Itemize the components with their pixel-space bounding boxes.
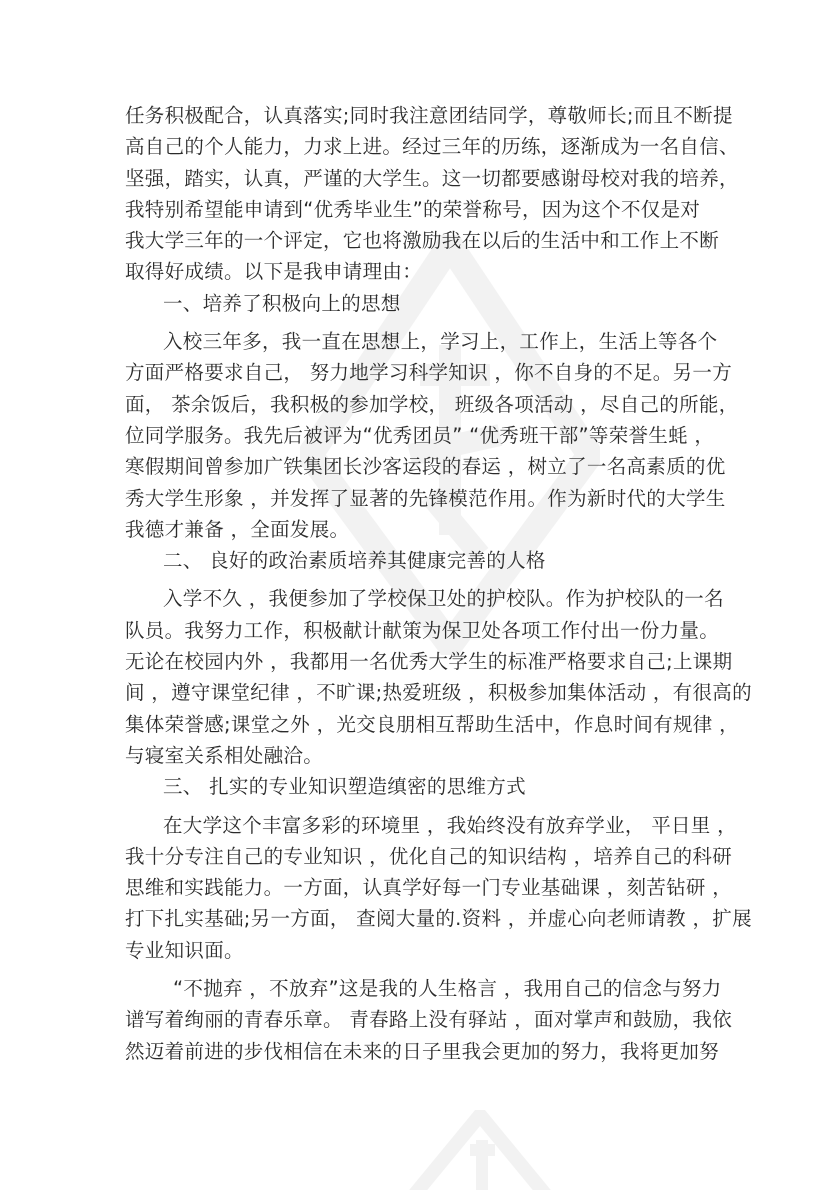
text-line: 我大学三年的一个评定，它也将激励我在以后的生活中和工作上不断 [125, 229, 720, 253]
paragraph-section-2 [125, 583, 752, 771]
text-line: 集体荣誉感;课堂之外 ，光交良朋相互帮助生活中，作息时间有规律 ， [125, 712, 739, 736]
text-line: 面， 茶余饭后，我积极的参加学校， 班级各项活动 ，尽自己的所能， [125, 392, 739, 416]
text-line: 取得好成绩。以下是我申请理由： [125, 260, 423, 284]
text-line: 任务积极配合，认真落实;同时我注意团结同学，尊敬师长;而且不断提 [125, 104, 733, 127]
text-line: 入校三年多，我一直在思想上，学习上，工作上，生活上等各个 [163, 330, 718, 354]
section-heading-3: 三、 扎实的专业知识塑造缜密的思维方式 [163, 775, 526, 799]
document-body [125, 100, 752, 1067]
paragraph-intro [125, 100, 739, 288]
section-heading-2: 二、 良好的政治素质培养其健康完善的人格 [163, 549, 546, 573]
section-heading-1: 一、培养了积极向上的思想 [163, 291, 401, 315]
text-line: 无论在校园内外 ，我都用一名优秀大学生的标准严格要求自己;上课期 [125, 650, 733, 674]
paragraph-section-1 [125, 326, 739, 545]
text-line: 然迈着前进的步伐相信在未来的日子里我会更加的努力，我将更加努 [125, 1039, 720, 1063]
text-line: 入学不久 ，我便参加了学校保卫处的护校队。作为护校队的一名 [163, 587, 724, 611]
text-line: “不抛弃 ，不放弃”这是我的人生格言 ，我用自己的信念与努力 [173, 977, 722, 1001]
text-line: 位同学服务。我先后被评为“优秀团员” “优秀班干部”等荣誉生蚝 ， [125, 423, 715, 447]
text-line: 专业知识面。 [125, 938, 244, 962]
text-line: 我十分专注自己的专业知识 ，优化自己的知识结构 ，培养自己的科研 [125, 844, 732, 868]
text-line: 间 ，遵守课堂纪律 ，不旷课;热爱班级 ，积极参加集体活动 ，有很高的 [125, 681, 752, 705]
text-line: 寒假期间曾参加广铁集团长沙客运段的春运 ，树立了一名高素质的优 [125, 455, 726, 479]
text-line: 谱写着绚丽的青春乐章。 青春路上没有驿站 ，面对掌声和鼓励，我依 [125, 1008, 732, 1032]
text-line: 高自己的个人能力，力求上进。经过三年的历练，逐渐成为一名自信、 [125, 135, 739, 159]
text-line: 在大学这个丰富多彩的环境里 ，我始终没有放弃学业， 平日里 ， [163, 813, 737, 837]
text-line: 我特别希望能申请到“优秀毕业生”的荣誉称号，因为这个不仅是对 [125, 197, 701, 221]
text-line: 队员。我努力工作，积极献计献策为保卫处各项工作付出一份力量。 [125, 618, 720, 642]
text-line: 思维和实践能力。一方面，认真学好每一门专业基础课 ，刻苦钻研 ， [125, 876, 732, 900]
text-line: 坚强，踏实，认真，严谨的大学生。这一切都要感谢母校对我的培养， [125, 166, 739, 190]
text-line: 与寝室关系相处融洽。 [125, 743, 324, 767]
text-line: 秀大学生形象 ，并发挥了显著的先锋模范作用。作为新时代的大学生 [125, 486, 726, 510]
text-line: 打下扎实基础;另一方面， 查阅大量的.资料 ，并虚心向老师请教 ，扩展 [125, 907, 752, 931]
paragraph-section-3 [125, 810, 752, 966]
text-line: 我德才兼备 ，全面发展。 [125, 517, 350, 541]
paragraph-motto [125, 973, 732, 1067]
watermark-logo-bottom-icon [400, 1110, 560, 1190]
text-line: 方面严格要求自己， 努力地学习科学知识 ，你不自身的不足。另一方 [125, 361, 732, 385]
